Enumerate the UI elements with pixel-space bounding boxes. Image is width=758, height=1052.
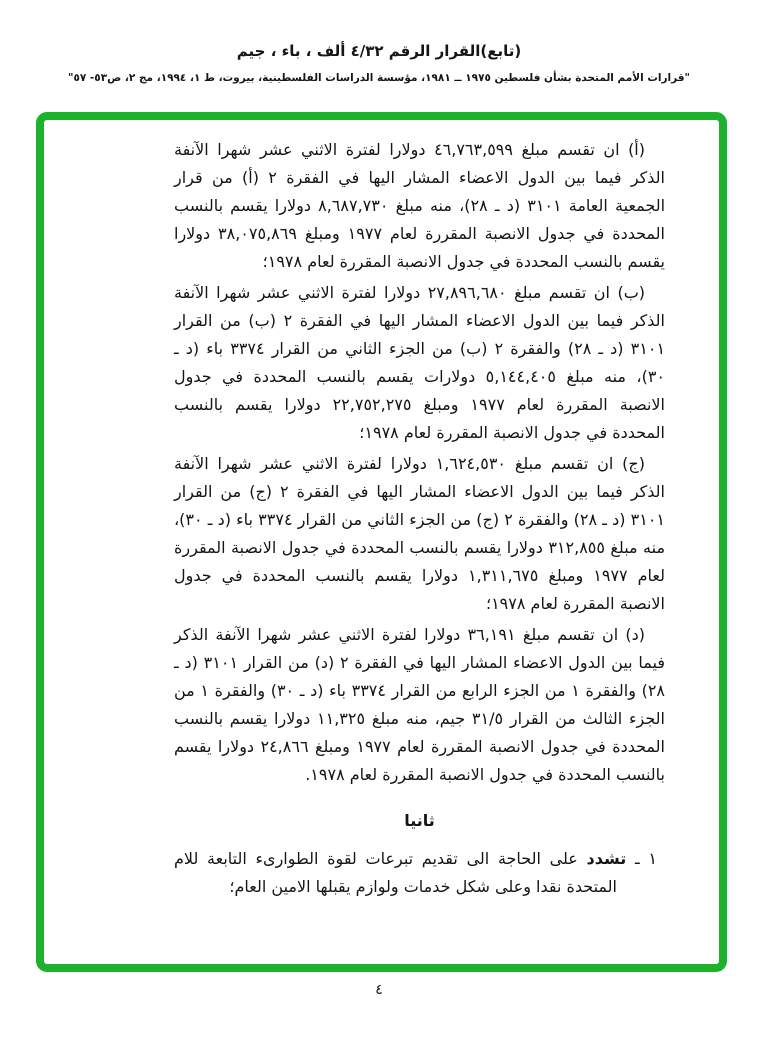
resolution-text [44, 120, 719, 901]
document-header [0, 42, 758, 84]
section-two-heading: ثانيا [404, 811, 435, 830]
item-bold-verb: تشدد [586, 849, 627, 868]
paragraph-a: (أ) ان تقسم مبلغ ٤٦,٧٦٣,٥٩٩ دولارا لفترة الاثني عشر شهرا الآنفة الذكر فيما بين الدول الاعضاء المشار اليها في الفقرة ٢ (أ) من قرار الجمعية العامة ٣١٠١ (د ـ ٢٨)، منه مبلغ ٨,٦٨٧,٧٣٠ دولارا يقسم بالنسب المحددة في جدول الانصبة المقررة لعام ١٩٧٧ ومبلغ ٣٨,٠٧٥,٨٦٩ دولارا يقسم بالنسب المحددة في جدول الانصبة المقررة لعام ١٩٧٨؛ [174, 140, 666, 271]
paragraph-d: (د) ان تقسم مبلغ ٣٦,١٩١ دولارا لفترة الاثني عشر شهرا الآنفة الذكر فيما بين الدول الاعضاء المشار اليها في الفقرة ٢ (د) من القرار ٣١٠١ (د ـ ٢٨) والفقرة ١ من الجزء الرابع من القرار ٣٣٧٤ باء (د ـ ٣٠) والفقرة ١ من الجزء الثالث من القرار ٣١/٥ جيم، منه مبلغ ١١,٣٢٥ دولارا يقسم بالنسب المحددة في جدول الانصبة المقررة لعام ١٩٧٧ ومبلغ ٢٤,٨٦٦ دولارا يقسم بالنسب المحددة في جدول الانصبة المقررة لعام ١٩٧٨. [174, 625, 666, 784]
paragraph-b: (ب) ان تقسم مبلغ ٢٧,٨٩٦,٦٨٠ دولارا لفترة الاثني عشر شهرا الآنفة الذكر فيما بين الدول الاعضاء المشار اليها في الفقرة ٢ (ب) من القرار ٣١٠١ (د ـ ٢٨) والفقرة ٢ (ب) من الجزء الثاني من القرار ٣٣٧٤ باء (د ـ ٣٠)، منه مبلغ ٥,١٤٤,٤٠٥ دولارات يقسم بالنسب المحددة في جدول الانصبة المقررة لعام ١٩٧٧ ومبلغ ٢٢,٧٥٢,٢٧٥ دولارا يقسم بالنسب المحددة في جدول الانصبة المقررة لعام ١٩٧٨؛ [174, 283, 666, 442]
item-number-prefix: ١ ـ [626, 849, 658, 868]
page-number: ٤ [375, 982, 383, 998]
source-citation: "قرارات الأمم المتحدة بشأن فلسطين ١٩٧٥ ــ ١٩٨١، مؤسسة الدراسات الفلسطينية، بيروت، ط ١، ١٩٩٤، مج ٢، ص٥٣- ٥٧" [67, 72, 691, 84]
item-body-text: على الحاجة الى تقديم تبرعات لقوة الطوارىء التابعة للام المتحدة نقدا وعلى شكل خدمات ولوازم يقبلها الامين العام؛ [174, 849, 617, 896]
section-two-item-1 [174, 845, 665, 901]
paragraph-c: (ج) ان تقسم مبلغ ١,٦٢٤,٥٣٠ دولارا لفترة الاثني عشر شهرا الآنفة الذكر فيما بين الدول الاعضاء المشار اليها في الفقرة ٢ (ج) من القرار ٣١٠١ (د ـ ٢٨) والفقرة ٢ (ج) من الجزء الثاني من القرار ٣٣٧٤ باء (د ـ ٣٠)، منه مبلغ ٣١٢,٨٥٥ دولارا يقسم بالنسب المحددة في جدول الانصبة المقررة لعام ١٩٧٧ ومبلغ ١,٣١١,٦٧٥ دولارا يقسم بالنسب المحددة في جدول الانصبة المقررة لعام ١٩٧٨؛ [174, 454, 666, 613]
content-border-box [36, 112, 727, 972]
page-title: (تابع)القرار الرقم ٤/٣٢ ألف ، باء ، جيم [236, 42, 522, 60]
